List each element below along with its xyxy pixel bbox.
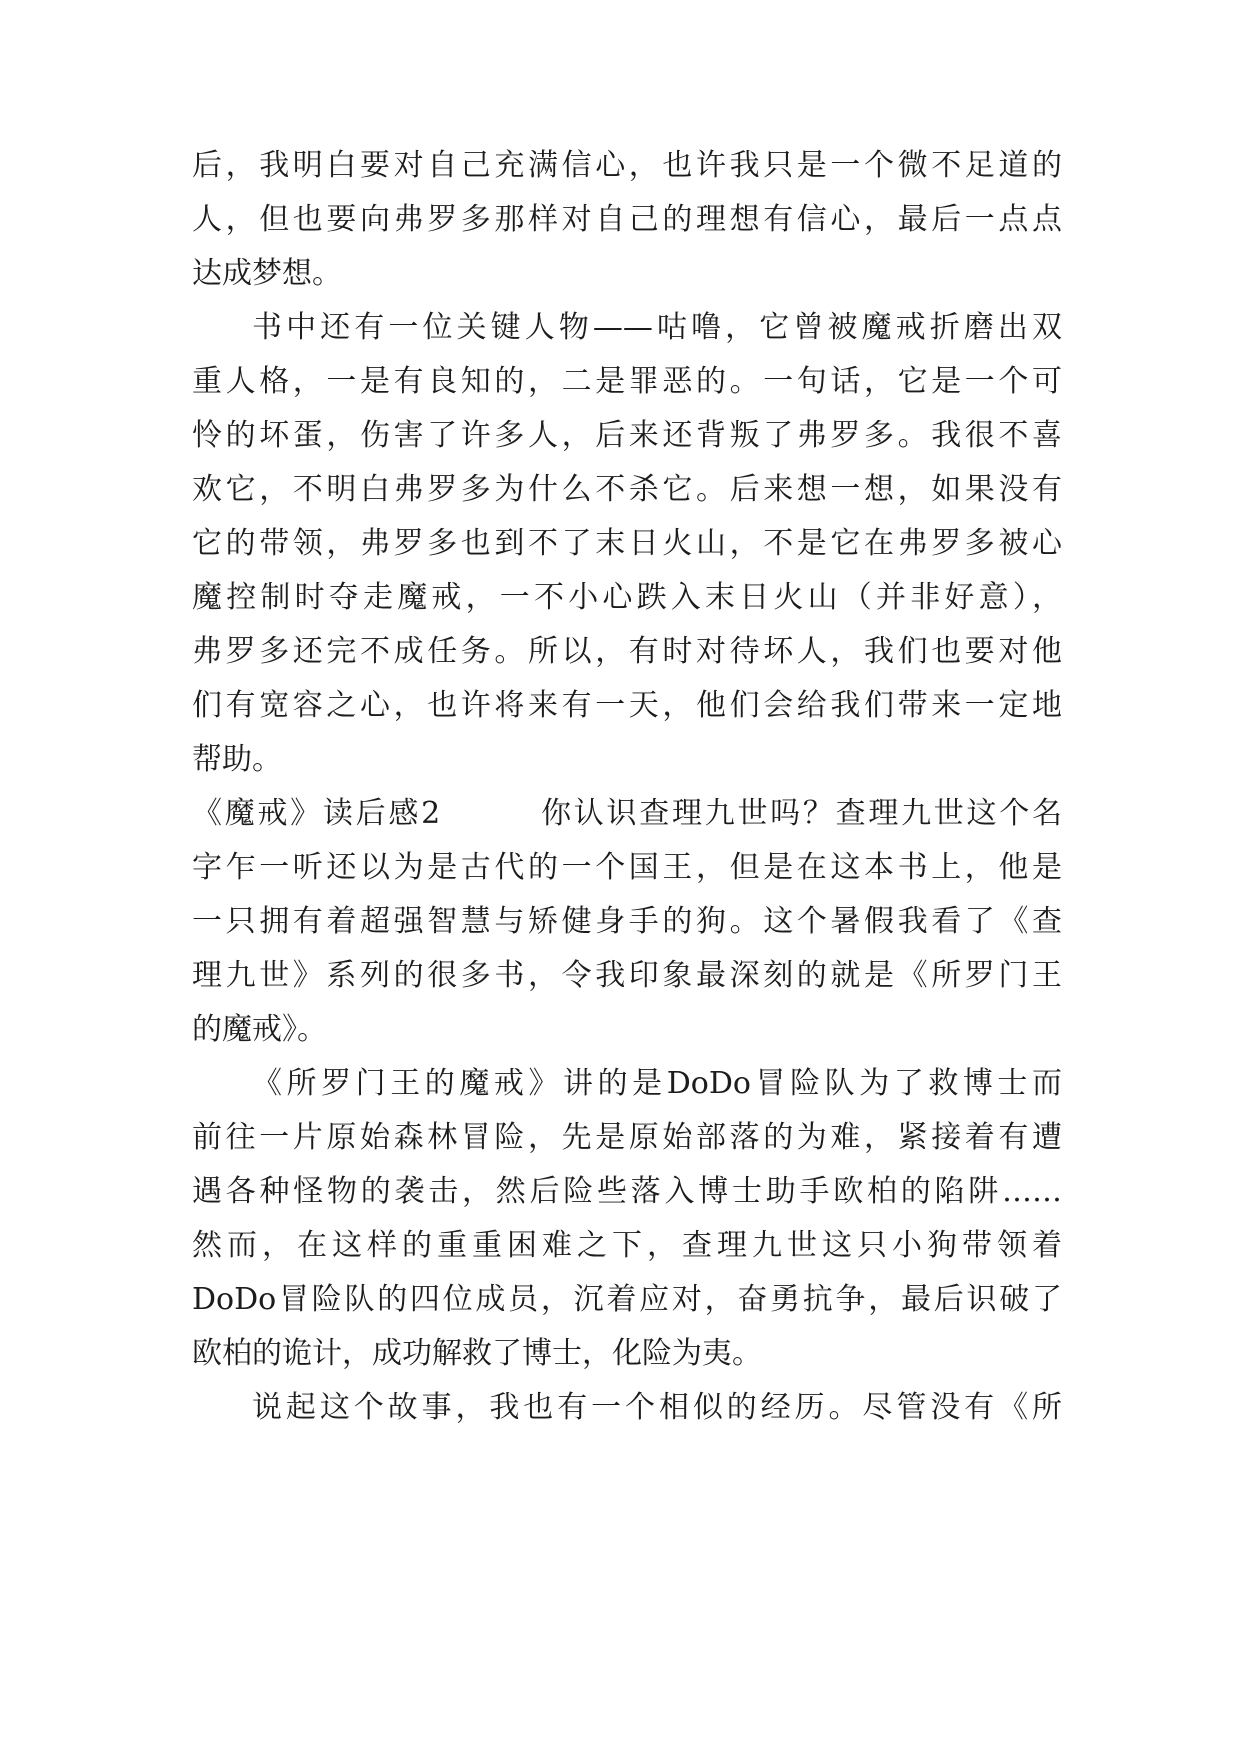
text-line: DoDo冒险队的四位成员，沉着应对，奋勇抗争，最后识破了 <box>192 1282 1062 1317</box>
text-line: 们有宽容之心，也许将来有一天，他们会给我们带来一定地 <box>192 688 1062 723</box>
text-line: 后，我明白要对自己充满信心，也许我只是一个微不足道的 <box>192 148 1062 183</box>
text-line: 理九世》系列的很多书，令我印象最深刻的就是《所罗门王 <box>192 958 1062 993</box>
text-line: 书中还有一位关键人物——咕噜，它曾被魔戒折磨出双 <box>252 310 1062 345</box>
text-line: 怜的坏蛋，伤害了许多人，后来还背叛了弗罗多。我很不喜 <box>192 418 1062 453</box>
text-line: 一只拥有着超强智慧与矫健身手的狗。这个暑假我看了《查 <box>192 904 1062 939</box>
text-line: 欧柏的诡计，成功解救了博士，化险为夷。 <box>192 1336 762 1371</box>
text-line: 帮助。 <box>192 742 282 777</box>
text-line: 它的带领，弗罗多也到不了末日火山，不是它在弗罗多被心 <box>192 526 1062 561</box>
text-line: 然而，在这样的重重困难之下，查理九世这只小狗带领着 <box>192 1228 1062 1263</box>
text-line: 人，但也要向弗罗多那样对自己的理想有信心，最后一点点 <box>192 202 1062 237</box>
section-heading-line: 《魔戒》读后感2 你认识查理九世吗？查理九世这个名 <box>192 796 1062 831</box>
text-line: 遇各种怪物的袭击，然后险些落入博士助手欧柏的陷阱…… <box>192 1174 1062 1209</box>
text-line: 说起这个故事，我也有一个相似的经历。尽管没有《所 <box>252 1390 1062 1425</box>
text-line: 重人格，一是有良知的，二是罪恶的。一句话，它是一个可 <box>192 364 1062 399</box>
text-line: 字乍一听还以为是古代的一个国王，但是在这本书上，他是 <box>192 850 1062 885</box>
text-line: 的魔戒》。 <box>192 1012 327 1047</box>
text-line: 欢它，不明白弗罗多为什么不杀它。后来想一想，如果没有 <box>192 472 1062 507</box>
text-line: 《所罗门王的魔戒》讲的是DoDo冒险队为了救博士而 <box>252 1066 1062 1101</box>
text-line: 前往一片原始森林冒险，先是原始部落的为难，紧接着有遭 <box>192 1120 1062 1155</box>
text-line: 达成梦想。 <box>192 256 342 291</box>
text-line: 弗罗多还完不成任务。所以，有时对待坏人，我们也要对他 <box>192 634 1062 669</box>
text-line: 魔控制时夺走魔戒，一不小心跌入末日火山（并非好意）， <box>192 580 1062 615</box>
